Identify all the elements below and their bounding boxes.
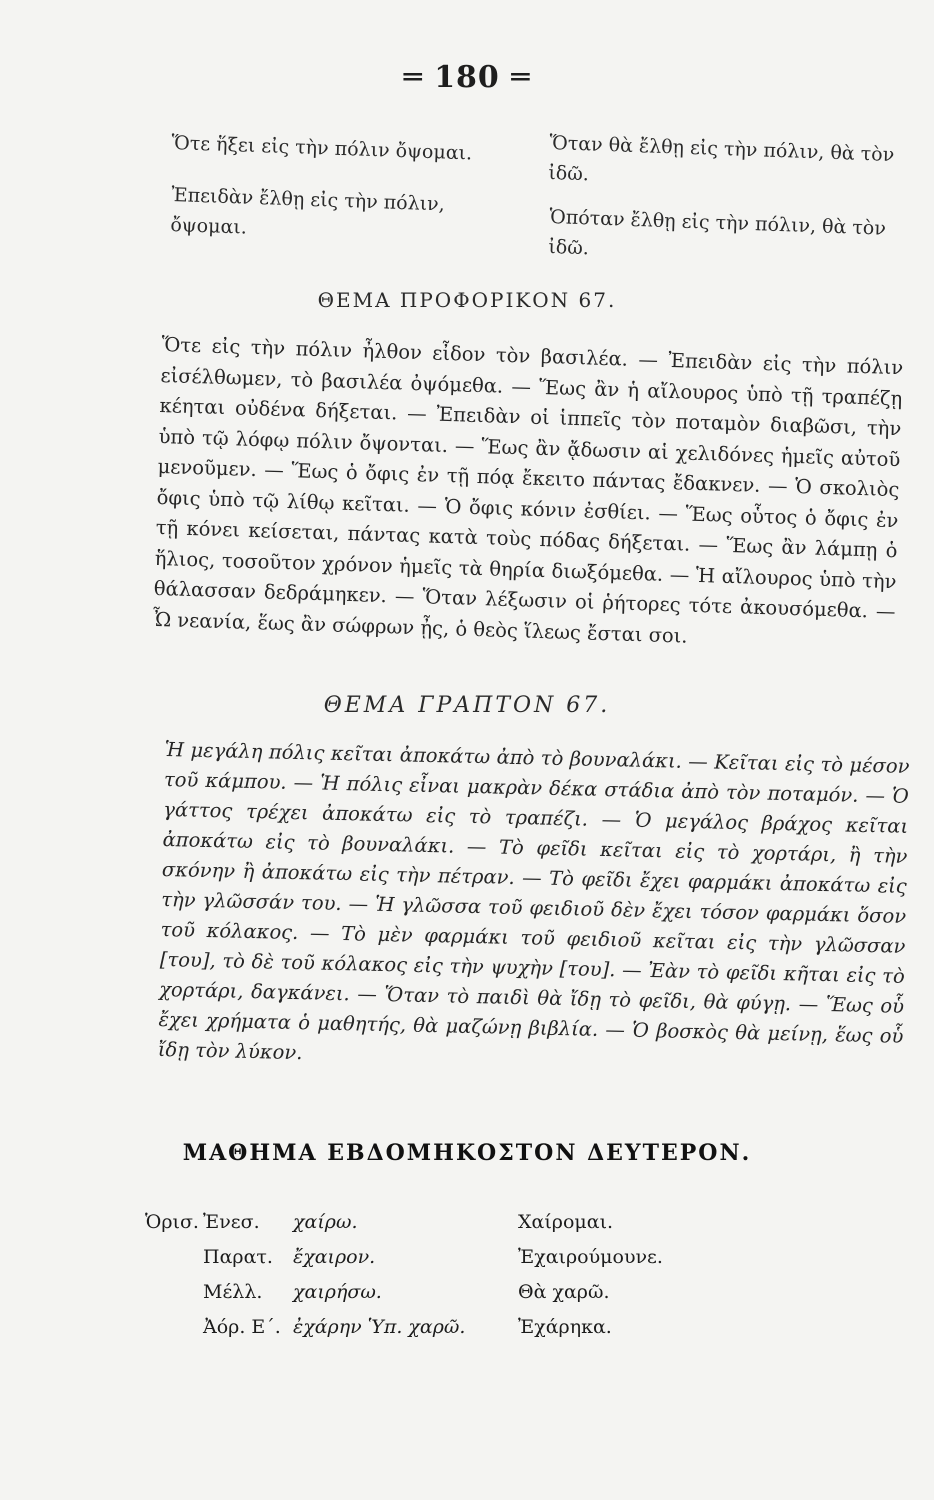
mood-label: Ὁρισ. [145, 1210, 199, 1233]
example-right-1: Ὅταν θὰ ἔλθῃ εἰς τὴν πόλιν, θὰ τὸν ἰδῶ. [548, 131, 895, 186]
tense-label: Ἐνεσ. [203, 1210, 260, 1233]
active-form: χαίρω. [293, 1210, 358, 1233]
active-form: ἐχάρην Ὑπ. χαρῶ. [293, 1315, 466, 1338]
active-form: χαιρήσω. [293, 1280, 382, 1303]
conjugation-row [145, 1239, 738, 1274]
page-number-dash-right: ═ [499, 60, 531, 95]
conjugation-row [145, 1274, 738, 1309]
page-number [0, 60, 934, 95]
page-number-dash-left: ═ [403, 60, 435, 95]
page-number-value: 180 [434, 60, 500, 95]
written-exercise-heading: ΘΕΜΑ ΓΡΑΠΤΟΝ 67. [323, 693, 611, 718]
tense-label: Παρατ. [203, 1245, 273, 1268]
oral-exercise-heading: ΘΕΜΑ ΠΡΟΦΟΡΙΚΟΝ 67. [317, 288, 617, 312]
passive-form: Ἐχαιρούμουνε. [518, 1245, 663, 1268]
example-left-column [172, 128, 502, 240]
lesson-heading: ΜΑΘΗΜΑ ΕΒΔΟΜΗΚΟΣΤΟΝ ΔΕΥΤΕΡΟΝ. [182, 1140, 752, 1166]
tense-label: Ἀόρ. Ε΄. [203, 1315, 281, 1338]
passive-form: Ἐχάρηκα. [518, 1315, 612, 1338]
conjugation-row [145, 1309, 738, 1344]
passive-form: Χαίρομαι. [518, 1210, 614, 1233]
example-left-1: Ὅτε ἥξει εἰς τὴν πόλιν ὄψομαι. [171, 131, 473, 165]
example-right-column [550, 128, 910, 262]
tense-label: Μέλλ. [203, 1280, 263, 1303]
conjugation-table [145, 1204, 738, 1344]
oral-exercise-text: Ὅτε εἰς τὴν πόλιν ἦλθον εἶδον τὸν βασιλέα. — Ἐπειδὰν εἰς τὴν πόλιν εἰσέλθωμεν, τὸ βασιλέα ὀψόμεθα. — Ἕως ἂν ἡ αἴλουρος ὑπὸ τῇ τραπέζῃ κέηται οὐδένα δήξεται. — Ἐπειδὰν οἱ ἱππεῖς τὸν ποταμὸν διαβῶσι, τὴν ὑπὸ τῷ λόφῳ πόλιν ὄψονται. — Ἕως ἂν ᾄδωσιν αἱ χελιδόνες ἡμεῖς αὐτοῦ μενοῦμεν. — Ἕως ὁ ὄφις ἐν τῇ πόᾳ ἔκειτο πάντας ἔδακνεν. — Ὁ σκολιὸς ὄφις ὑπὸ τῷ λίθῳ κεῖται. — Ὁ ὄφις κόνιν ἐσθίει. — Ἕως οὗτος ὁ ὄφις ἐν τῇ κόνει κείσεται, πάντας κατὰ τοὺς πόδας δήξεται. — Ἕως ἂν λάμπῃ ὁ ἥλιος, τοσοῦτον χρόνον ἡμεῖς τὰ θηρία διωξόμεθα. — Ἡ αἴλουρος ὑπὸ τὴν θάλασσαν δεδράμηκεν. — Ὅταν λέξωσιν οἱ ῥήτορες τότε ἀκουσόμεθα. — Ὦ νεανία, ἕως ἂν σώφρων ᾖς, ὁ θεὸς ἵλεως ἔσται σοι. [152, 332, 904, 648]
passive-form: Θὰ χαρῶ. [518, 1280, 610, 1303]
example-right-2: Ὁπόταν ἔλθῃ εἰς τὴν πόλιν, θὰ τὸν ἰδῶ. [548, 205, 887, 260]
example-left-2: Ἐπειδὰν ἔλθῃ εἰς τὴν πόλιν, ὄψομαι. [170, 183, 446, 239]
written-exercise-text: Ἡ μεγάλη πόλις κεῖται ἀποκάτω ἀπὸ τὸ βουναλάκι. — Κεῖται εἰς τὸ μέσον τοῦ κάμπου. — Ἡ πόλις εἶναι μακρὰν δέκα στάδια ἀπὸ τὸν ποταμόν. — Ὁ γάττος τρέχει ἀποκάτω εἰς τὸ τραπέζι. — Ὁ μεγάλος βράχος κεῖται ἀποκάτω εἰς τὸ βουναλάκι. — Τὸ φεῖδι κεῖται εἰς τὸ χορτάρι, ἢ τὴν σκόνην ἢ ἀποκάτω εἰς τὴν πέτραν. — Τὸ φεῖδι ἔχει φαρμάκι ἀποκάτω εἰς τὴν γλῶσσάν του. — Ἡ γλῶσσα τοῦ φειδιοῦ δὲν ἔχει τόσον φαρμάκι ὅσον τοῦ κόλακος. — Τὸ μὲν φαρμάκι τοῦ φειδιοῦ κεῖται εἰς τὴν γλῶσσαν [του], τὸ δὲ τοῦ κόλακος εἰς τὴν ψυχὴν [του]. — Ἐὰν τὸ φεῖδι κῆται εἰς τὸ χορτάρι, δαγκάνει. — Ὅταν τὸ παιδὶ θὰ ἴδῃ τὸ φεῖδι, θὰ φύγῃ. — Ἕως οὗ ἔχει χρήματα ὁ μαθητής, θὰ μαζώνῃ βιβλία. — Ὁ βοσκὸς θὰ μείνῃ, ἕως οὗ ἴδῃ τὸν λύκον. [157, 737, 910, 1065]
active-form: ἔχαιρον. [293, 1245, 376, 1268]
conjugation-row [145, 1204, 738, 1239]
